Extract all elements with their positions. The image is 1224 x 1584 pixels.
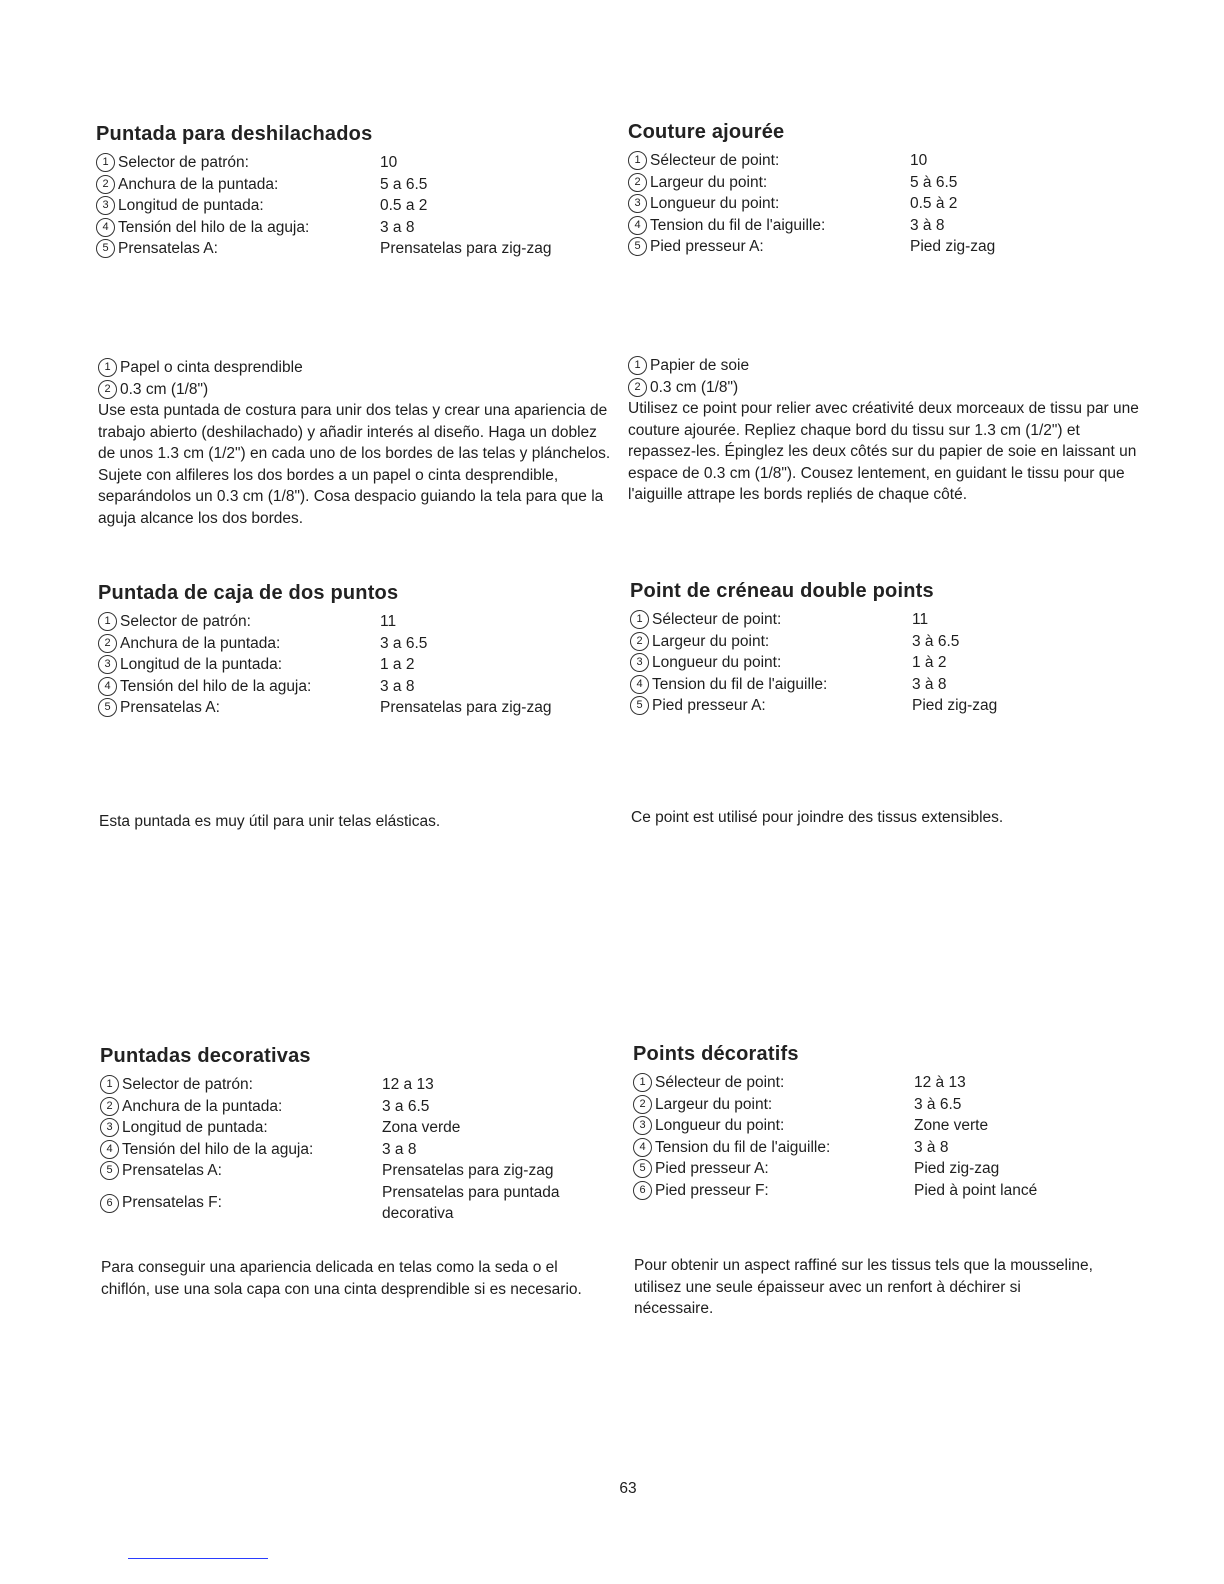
setting-label-group	[628, 193, 910, 215]
notes-list	[98, 357, 613, 400]
setting-value: 0.5 à 2	[910, 195, 958, 212]
setting-label-group	[630, 631, 912, 653]
setting-label-group	[100, 1074, 382, 1096]
setting-label-group	[628, 215, 910, 237]
setting-label: Longueur du point:	[655, 1117, 785, 1134]
setting-row	[100, 1139, 600, 1161]
setting-label: Largeur du point:	[655, 1095, 773, 1113]
setting-label-group	[630, 674, 912, 696]
setting-label: Sélecteur de point:	[655, 1074, 785, 1091]
settings-list	[96, 152, 596, 260]
setting-value: 12 a 13	[382, 1076, 434, 1093]
setting-label-group	[628, 236, 910, 258]
setting-row	[100, 1117, 600, 1139]
setting-value: 3 a 8	[380, 677, 415, 695]
setting-row	[633, 1158, 1153, 1180]
setting-value: 11	[380, 613, 397, 630]
section-title: Point de créneau double points	[630, 580, 934, 602]
number-circle-icon: 3	[96, 196, 115, 215]
number-circle-icon: 1	[96, 153, 115, 172]
setting-label-group	[100, 1182, 382, 1225]
section-couture-ajouree	[628, 121, 1148, 258]
body-paragraph: Ce point est utilisé pour joindre des tissus extensibles.	[631, 809, 1004, 826]
setting-label: Longitud de puntada:	[118, 197, 264, 214]
number-circle-icon: 4	[630, 675, 649, 694]
setting-row	[630, 631, 1150, 653]
setting-label: Prensatelas F:	[122, 1194, 222, 1212]
number-circle-icon: 2	[628, 378, 647, 397]
number-circle-icon: 1	[98, 612, 117, 631]
number-circle-icon: 2	[628, 173, 647, 192]
note-item	[98, 357, 613, 379]
setting-value: 3 a 6.5	[382, 1097, 430, 1115]
setting-label: Pied presseur A:	[655, 1160, 769, 1177]
number-circle-icon: 3	[628, 194, 647, 213]
section-puntada-caja	[98, 582, 598, 719]
number-circle-icon: 3	[98, 655, 117, 674]
section-title: Points décoratifs	[633, 1043, 799, 1065]
setting-value: Prensatelas para zig-zag	[380, 240, 552, 257]
setting-label-group	[98, 676, 380, 698]
setting-row	[633, 1072, 1153, 1094]
setting-label: Pied presseur A:	[650, 238, 764, 255]
setting-value: 3 à 6.5	[912, 632, 960, 650]
setting-label-group	[630, 652, 912, 674]
number-circle-icon: 4	[100, 1140, 119, 1159]
setting-value: 0.5 a 2	[380, 197, 428, 214]
setting-value: Zone verte	[914, 1117, 989, 1134]
section-point-creneau	[630, 580, 1150, 717]
number-circle-icon: 6	[100, 1194, 119, 1213]
setting-row	[630, 674, 1150, 696]
number-circle-icon: 3	[633, 1116, 652, 1135]
setting-value: Pied zig-zag	[912, 697, 998, 714]
setting-row	[96, 238, 596, 260]
body-paragraph: Use esta puntada de costura para unir dos telas y crear una apariencia de trabajo abierto (deshilachado) y añadir interés al diseño. Haga un doblez de unos 1.3 cm (1/2") en cada uno de los bordes de las telas y plánchelos. Sujete con alfileres los dos bordes a un papel o cinta desprendible, separándolos un 0.3 cm (1/8"). Cosa despacio guiando la tela para que la aguja alcance los dos bordes.	[98, 402, 611, 527]
setting-value: 3 a 6.5	[380, 634, 428, 652]
setting-label: Longueur du point:	[650, 195, 780, 212]
setting-label-group	[98, 697, 380, 719]
number-circle-icon: 1	[628, 356, 647, 375]
setting-label-group	[100, 1139, 382, 1161]
setting-row	[628, 215, 1148, 237]
number-circle-icon: 1	[98, 358, 117, 377]
setting-label-group	[628, 172, 910, 194]
settings-list	[98, 611, 598, 719]
setting-label: Tensión del hilo de la aguja:	[120, 677, 312, 695]
note-text: Papel o cinta desprendible	[120, 359, 303, 376]
setting-value: 5 a 6.5	[380, 175, 428, 193]
number-circle-icon: 4	[96, 218, 115, 237]
section-title: Puntada de caja de dos puntos	[98, 582, 399, 604]
notes-list	[628, 355, 1148, 398]
setting-value: Prensatelas para zig-zag	[382, 1162, 554, 1179]
setting-value: 10	[910, 152, 928, 169]
setting-label: Longitud de puntada:	[122, 1119, 268, 1136]
setting-label-group	[633, 1072, 914, 1094]
setting-value: Prensatelas para zig-zag	[380, 699, 552, 716]
setting-row	[633, 1094, 1153, 1116]
bottom-rule	[128, 1558, 268, 1559]
setting-label: Prensatelas A:	[120, 699, 220, 716]
setting-row	[100, 1074, 600, 1096]
setting-row	[98, 611, 598, 633]
note-item	[628, 377, 1148, 399]
number-circle-icon: 1	[628, 151, 647, 170]
section-title: Puntadas decorativas	[100, 1045, 311, 1067]
setting-label: Pied presseur F:	[655, 1181, 769, 1199]
setting-value: Zona verde	[382, 1119, 461, 1136]
setting-row	[630, 652, 1150, 674]
number-circle-icon: 2	[100, 1097, 119, 1116]
setting-label-group	[633, 1180, 914, 1202]
setting-row	[630, 609, 1150, 631]
number-circle-icon: 1	[633, 1073, 652, 1092]
number-circle-icon: 2	[98, 380, 117, 399]
setting-label: Pied presseur A:	[652, 697, 766, 714]
setting-row	[100, 1096, 600, 1118]
notes-deshilachados	[98, 357, 613, 529]
setting-row	[100, 1182, 600, 1225]
setting-value: Pied à point lancé	[914, 1181, 1038, 1199]
note-item	[628, 355, 1148, 377]
number-circle-icon: 5	[628, 237, 647, 256]
body-paragraph: Pour obtenir un aspect raffiné sur les tissus tels que la mousseline, utilisez une seule épaisseur avec un renfort à déchirer si nécessaire.	[634, 1257, 1093, 1317]
number-circle-icon: 5	[100, 1161, 119, 1180]
number-circle-icon: 5	[630, 696, 649, 715]
section-points-decoratifs	[633, 1043, 1153, 1201]
setting-value: 3 a 8	[382, 1140, 417, 1158]
setting-value: 5 à 6.5	[910, 173, 958, 191]
setting-row	[628, 236, 1148, 258]
setting-row	[633, 1115, 1153, 1137]
setting-value: 3 à 6.5	[914, 1095, 962, 1113]
note-text: Papier de soie	[650, 357, 750, 374]
setting-value: 3 a 8	[380, 218, 415, 236]
setting-label-group	[100, 1160, 382, 1182]
setting-row	[633, 1180, 1153, 1202]
setting-value: 3 à 8	[912, 675, 947, 693]
setting-label: Tensión del hilo de la aguja:	[118, 218, 310, 236]
setting-label-group	[633, 1137, 914, 1159]
setting-label-group	[98, 654, 380, 676]
setting-row	[96, 195, 596, 217]
setting-row	[630, 695, 1150, 717]
setting-label-group	[633, 1158, 914, 1180]
number-circle-icon: 2	[630, 632, 649, 651]
setting-label-group	[96, 174, 380, 196]
setting-row	[98, 633, 598, 655]
setting-row	[98, 654, 598, 676]
setting-label-group	[633, 1115, 914, 1137]
number-circle-icon: 4	[628, 216, 647, 235]
setting-value: 11	[912, 611, 929, 628]
setting-label: Selector de patrón:	[122, 1076, 253, 1093]
setting-label-group	[96, 238, 380, 260]
setting-label: Sélecteur de point:	[650, 152, 780, 169]
number-circle-icon: 3	[630, 653, 649, 672]
setting-value: 12 à 13	[914, 1074, 966, 1091]
setting-row	[96, 174, 596, 196]
section-puntada-deshilachados	[96, 123, 596, 260]
setting-label: Longitud de la puntada:	[120, 656, 283, 673]
body-paragraph: Utilisez ce point pour relier avec créativité deux morceaux de tissu par une couture ajourée. Repliez chaque bord du tissu sur 1.3 cm (1/2") et repassez-les. Épinglez les deux côtés sur du papier de soie en laissant un espace de 0.3 cm (1/8"). Cousez lentement, en guidant le tissu pour que l'aiguille attrape les bords repliés de chaque côté.	[628, 400, 1139, 503]
setting-value: 1 à 2	[912, 654, 947, 671]
setting-label-group	[98, 633, 380, 655]
setting-row	[100, 1160, 600, 1182]
number-circle-icon: 2	[98, 634, 117, 653]
setting-label: Tension du fil de l'aiguille:	[652, 675, 828, 693]
setting-row	[96, 217, 596, 239]
setting-row	[98, 676, 598, 698]
setting-label-group	[628, 150, 910, 172]
setting-label: Selector de patrón:	[118, 154, 249, 171]
setting-row	[98, 697, 598, 719]
setting-label: Longueur du point:	[652, 654, 782, 671]
setting-value: 10	[380, 154, 398, 171]
setting-row	[628, 150, 1148, 172]
setting-value: Prensatelas para puntada decorativa	[382, 1183, 560, 1222]
setting-label: Anchura de la puntada:	[118, 175, 279, 193]
setting-value: 3 à 8	[910, 216, 945, 234]
setting-label: Prensatelas A:	[122, 1162, 222, 1179]
settings-list	[630, 609, 1150, 717]
setting-label-group	[630, 609, 912, 631]
setting-row	[633, 1137, 1153, 1159]
setting-label: Anchura de la puntada:	[120, 634, 281, 652]
notes-ajouree	[628, 355, 1148, 506]
setting-row	[628, 193, 1148, 215]
setting-label-group	[96, 152, 380, 174]
setting-label-group	[96, 217, 380, 239]
setting-row	[96, 152, 596, 174]
setting-label: Prensatelas A:	[118, 240, 218, 257]
section-title: Couture ajourée	[628, 121, 785, 143]
setting-value: Pied zig-zag	[910, 238, 996, 255]
setting-label: Sélecteur de point:	[652, 611, 782, 628]
setting-label: Largeur du point:	[652, 632, 770, 650]
settings-list	[628, 150, 1148, 258]
number-circle-icon: 3	[100, 1118, 119, 1137]
setting-value: Pied zig-zag	[914, 1160, 1000, 1177]
setting-label: Selector de patrón:	[120, 613, 251, 630]
number-circle-icon: 2	[96, 175, 115, 194]
number-circle-icon: 1	[100, 1075, 119, 1094]
page-number: 63	[619, 1480, 637, 1497]
body-paragraph: Esta puntada es muy útil para unir telas elásticas.	[99, 813, 441, 830]
note-text: 0.3 cm (1/8")	[650, 378, 739, 396]
note-item	[98, 379, 613, 401]
setting-label: Tension du fil de l'aiguille:	[655, 1138, 831, 1156]
settings-list	[633, 1072, 1153, 1201]
number-circle-icon: 5	[96, 239, 115, 258]
setting-label: Tensión del hilo de la aguja:	[122, 1140, 314, 1158]
setting-label: Anchura de la puntada:	[122, 1097, 283, 1115]
number-circle-icon: 4	[98, 677, 117, 696]
number-circle-icon: 5	[633, 1159, 652, 1178]
note-text: 0.3 cm (1/8")	[120, 380, 209, 398]
number-circle-icon: 6	[633, 1181, 652, 1200]
number-circle-icon: 2	[633, 1095, 652, 1114]
settings-list	[100, 1074, 600, 1225]
section-title: Puntada para deshilachados	[96, 123, 373, 145]
body-paragraph: Para conseguir una apariencia delicada en telas como la seda o el chiflón, use una sola capa con una cinta desprendible si es necesario.	[101, 1259, 582, 1298]
setting-label-group	[98, 611, 380, 633]
setting-label: Largeur du point:	[650, 173, 768, 191]
number-circle-icon: 1	[630, 610, 649, 629]
setting-row	[628, 172, 1148, 194]
number-circle-icon: 4	[633, 1138, 652, 1157]
setting-label: Tension du fil de l'aiguille:	[650, 216, 826, 234]
setting-value: 1 a 2	[380, 656, 415, 673]
setting-label-group	[100, 1096, 382, 1118]
setting-label-group	[630, 695, 912, 717]
section-puntadas-decorativas	[100, 1045, 600, 1225]
number-circle-icon: 5	[98, 698, 117, 717]
setting-label-group	[633, 1094, 914, 1116]
setting-value: 3 à 8	[914, 1138, 949, 1156]
setting-label-group	[96, 195, 380, 217]
setting-label-group	[100, 1117, 382, 1139]
